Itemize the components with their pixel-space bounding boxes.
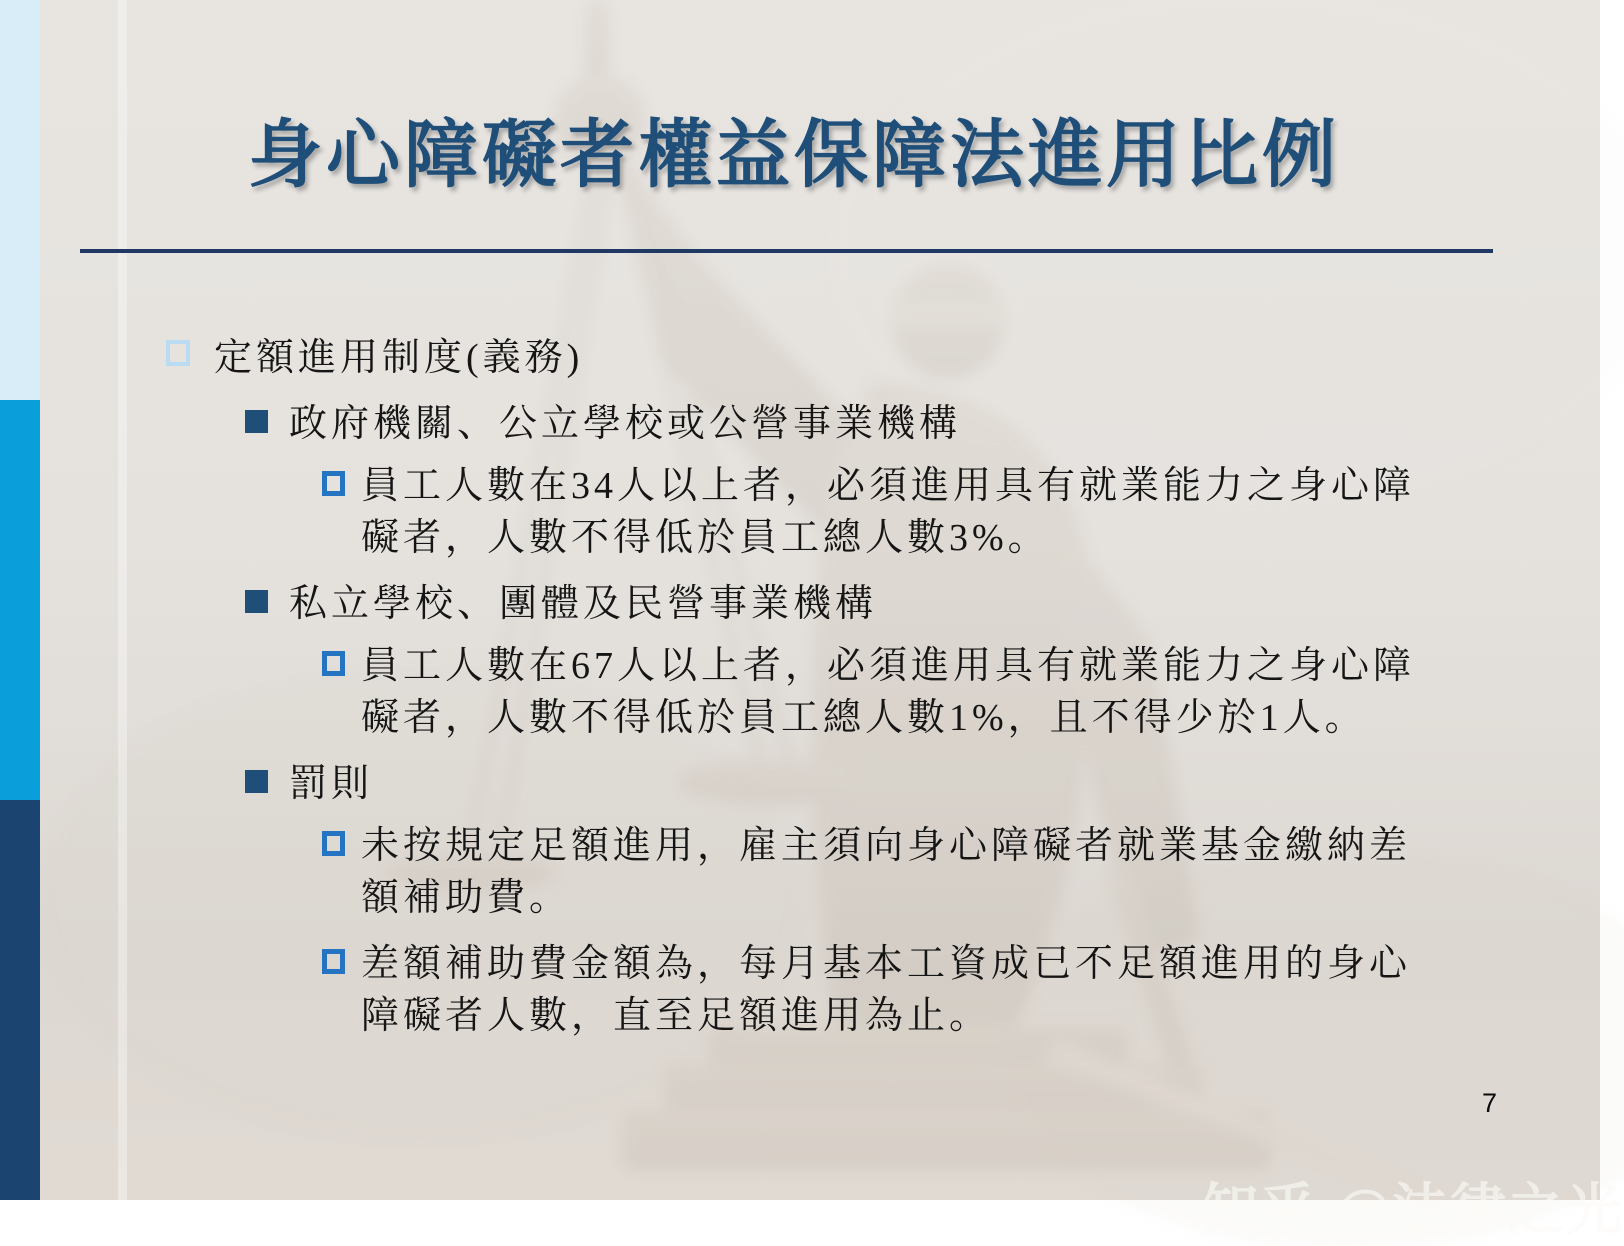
bullet-text: 員工人數在67人以上者，必須進用具有就業能力之身心障礙者，人數不得低於員工總人數1%，且不得少於1人。 xyxy=(361,645,1416,739)
bullet-square-icon xyxy=(166,340,190,366)
bullet-row xyxy=(322,820,1560,924)
bullet-text: 政府機關、公立學校或公營事業機構 xyxy=(289,403,962,445)
bullet-text: 私立學校、團體及民營事業機構 xyxy=(289,583,878,625)
bullet-list xyxy=(0,332,1560,1056)
bullet-text: 未按規定足額進用，雇主須向身心障礙者就業基金繳納差額補助費。 xyxy=(361,825,1412,919)
title-divider-line xyxy=(80,249,1493,253)
bullet-square-icon xyxy=(322,949,345,974)
bullet-row xyxy=(322,938,1560,1042)
bullet-row xyxy=(322,460,1560,564)
bullet-row xyxy=(322,640,1560,744)
bullet-square-icon xyxy=(322,831,345,856)
bullet-square-icon xyxy=(322,651,345,676)
bullet-text: 員工人數在34人以上者，必須進用具有就業能力之身心障礙者，人數不得低於員工總人數3%。 xyxy=(361,465,1416,559)
bullet-row xyxy=(166,332,1560,384)
bullet-row xyxy=(245,758,1560,810)
watermark-text: 知乎 @法律之光 xyxy=(1202,1178,1624,1241)
slide-title: 身心障礙者權益保障法進用比例 xyxy=(248,115,1340,197)
bullet-text: 定額進用制度(義務) xyxy=(214,337,584,379)
bullet-square-icon xyxy=(245,770,268,793)
page-number: 7 xyxy=(1482,1088,1498,1118)
bullet-square-icon xyxy=(245,410,268,433)
bullet-row xyxy=(245,398,1560,450)
bullet-text: 罰則 xyxy=(289,763,374,805)
bullet-square-icon xyxy=(322,471,345,496)
bullet-square-icon xyxy=(245,590,268,613)
bullet-text: 差額補助費金額為，每月基本工資成已不足額進用的身心障礙者人數，直至足額進用為止。 xyxy=(361,943,1412,1037)
bullet-row xyxy=(245,578,1560,630)
